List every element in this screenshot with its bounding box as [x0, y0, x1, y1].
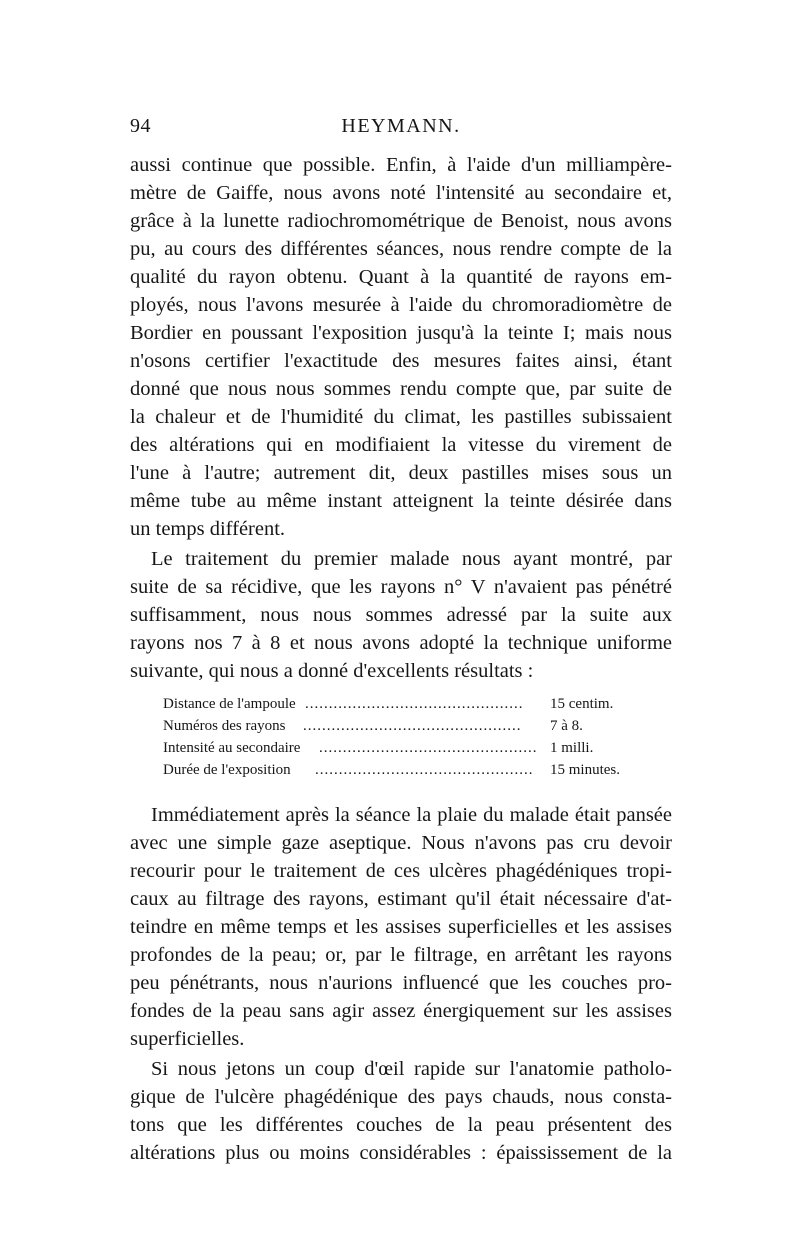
text-line: superficielles.: [130, 1028, 245, 1050]
row-label: Numéros des rayons: [163, 718, 286, 734]
text-line: aussi continue que possible. Enfin, à l'aide d'un milliampère-: [130, 154, 672, 176]
table-row: [163, 715, 650, 737]
row-value: 1 milli.: [550, 740, 594, 756]
text-line: tons que les différentes couches de la peau présentent des: [130, 1114, 672, 1136]
text-line: rayons nos 7 à 8 et nous avons adopté la technique uniforme: [130, 632, 672, 654]
text-line: la chaleur et de l'humidité du climat, les pastilles subissaient: [130, 406, 672, 428]
text-line: profondes de la peau; or, par le filtrage, en arrêtant les rayons: [130, 944, 672, 966]
text-line: qualité du rayon obtenu. Quant à la quantité de rayons em-: [130, 266, 672, 288]
text-line: Bordier en poussant l'exposition jusqu'à la teinte I; mais nous: [130, 322, 672, 344]
text-line: suite de sa récidive, que les rayons n° V n'avaient pas pénétré: [130, 576, 672, 598]
text-line: même tube au même instant atteignent la teinte désirée dans: [130, 490, 672, 512]
text-line: Immédiatement après la séance la plaie du malade était pansée: [151, 804, 672, 826]
text-line: donné que nous nous sommes rendu compte que, par suite de: [130, 378, 672, 400]
text-line: l'une à l'autre; autrement dit, deux pastilles mises sous un: [130, 462, 672, 484]
text-line: teindre en même temps et les assises superficielles et les assises: [130, 916, 672, 938]
text-line: Le traitement du premier malade nous ayant montré, par: [151, 548, 672, 570]
text-line: altérations plus ou moins considérables : épaississement de la: [130, 1142, 672, 1164]
page-number: 94: [130, 115, 151, 137]
dot-leader: ..............................................: [319, 740, 538, 756]
text-line: suffisamment, nous nous sommes adressé par la suite aux: [130, 604, 672, 626]
row-label: Intensité au secondaire: [163, 740, 301, 756]
running-head: HEYMANN.: [341, 115, 461, 137]
dot-leader: ..............................................: [303, 718, 522, 734]
text-line: gique de l'ulcère phagédénique des pays chauds, nous consta-: [130, 1086, 672, 1108]
text-line: un temps différent.: [130, 518, 286, 540]
text-line: fondes de la peau sans agir assez énergiquement sur les assises: [130, 1000, 672, 1022]
text-line: pu, au cours des différentes séances, nous rendre compte de la: [130, 238, 672, 260]
dot-leader: ..............................................: [315, 762, 534, 778]
table-row: [163, 693, 650, 715]
page-header: [130, 108, 672, 144]
row-label: Durée de l'exposition: [163, 762, 291, 778]
text-line: caux au filtrage des rayons, estimant qu'il était nécessaire d'at-: [130, 888, 672, 910]
row-value: 15 centim.: [550, 696, 614, 712]
row-label: Distance de l'ampoule: [163, 696, 296, 712]
text-line: peu pénétrants, nous n'aurions influencé que les couches pro-: [130, 972, 672, 994]
text-line: suivante, qui nous a donné d'excellents résultats :: [130, 660, 534, 682]
text-line: mètre de Gaiffe, nous avons noté l'intensité au secondaire et,: [130, 182, 672, 204]
dot-leader: ..............................................: [305, 696, 524, 712]
row-value: 15 minutes.: [550, 762, 620, 778]
table-row: [163, 737, 650, 759]
table-row: [163, 759, 650, 781]
text-line: des altérations qui en modifiaient la vitesse du virement de: [130, 434, 672, 456]
text-line: ployés, nous l'avons mesurée à l'aide du chromoradiomètre de: [130, 294, 672, 316]
text-line: avec une simple gaze aseptique. Nous n'avons pas cru devoir: [130, 832, 672, 854]
text-line: Si nous jetons un coup d'œil rapide sur l'anatomie patholo-: [151, 1058, 672, 1080]
text-line: n'osons certifier l'exactitude des mesures faites ainsi, étant: [130, 350, 672, 372]
row-value: 7 à 8.: [550, 718, 583, 734]
text-line: grâce à la lunette radiochromométrique de Benoist, nous avons: [130, 210, 672, 232]
text-line: recourir pour le traitement de ces ulcères phagédéniques tropi-: [130, 860, 672, 882]
